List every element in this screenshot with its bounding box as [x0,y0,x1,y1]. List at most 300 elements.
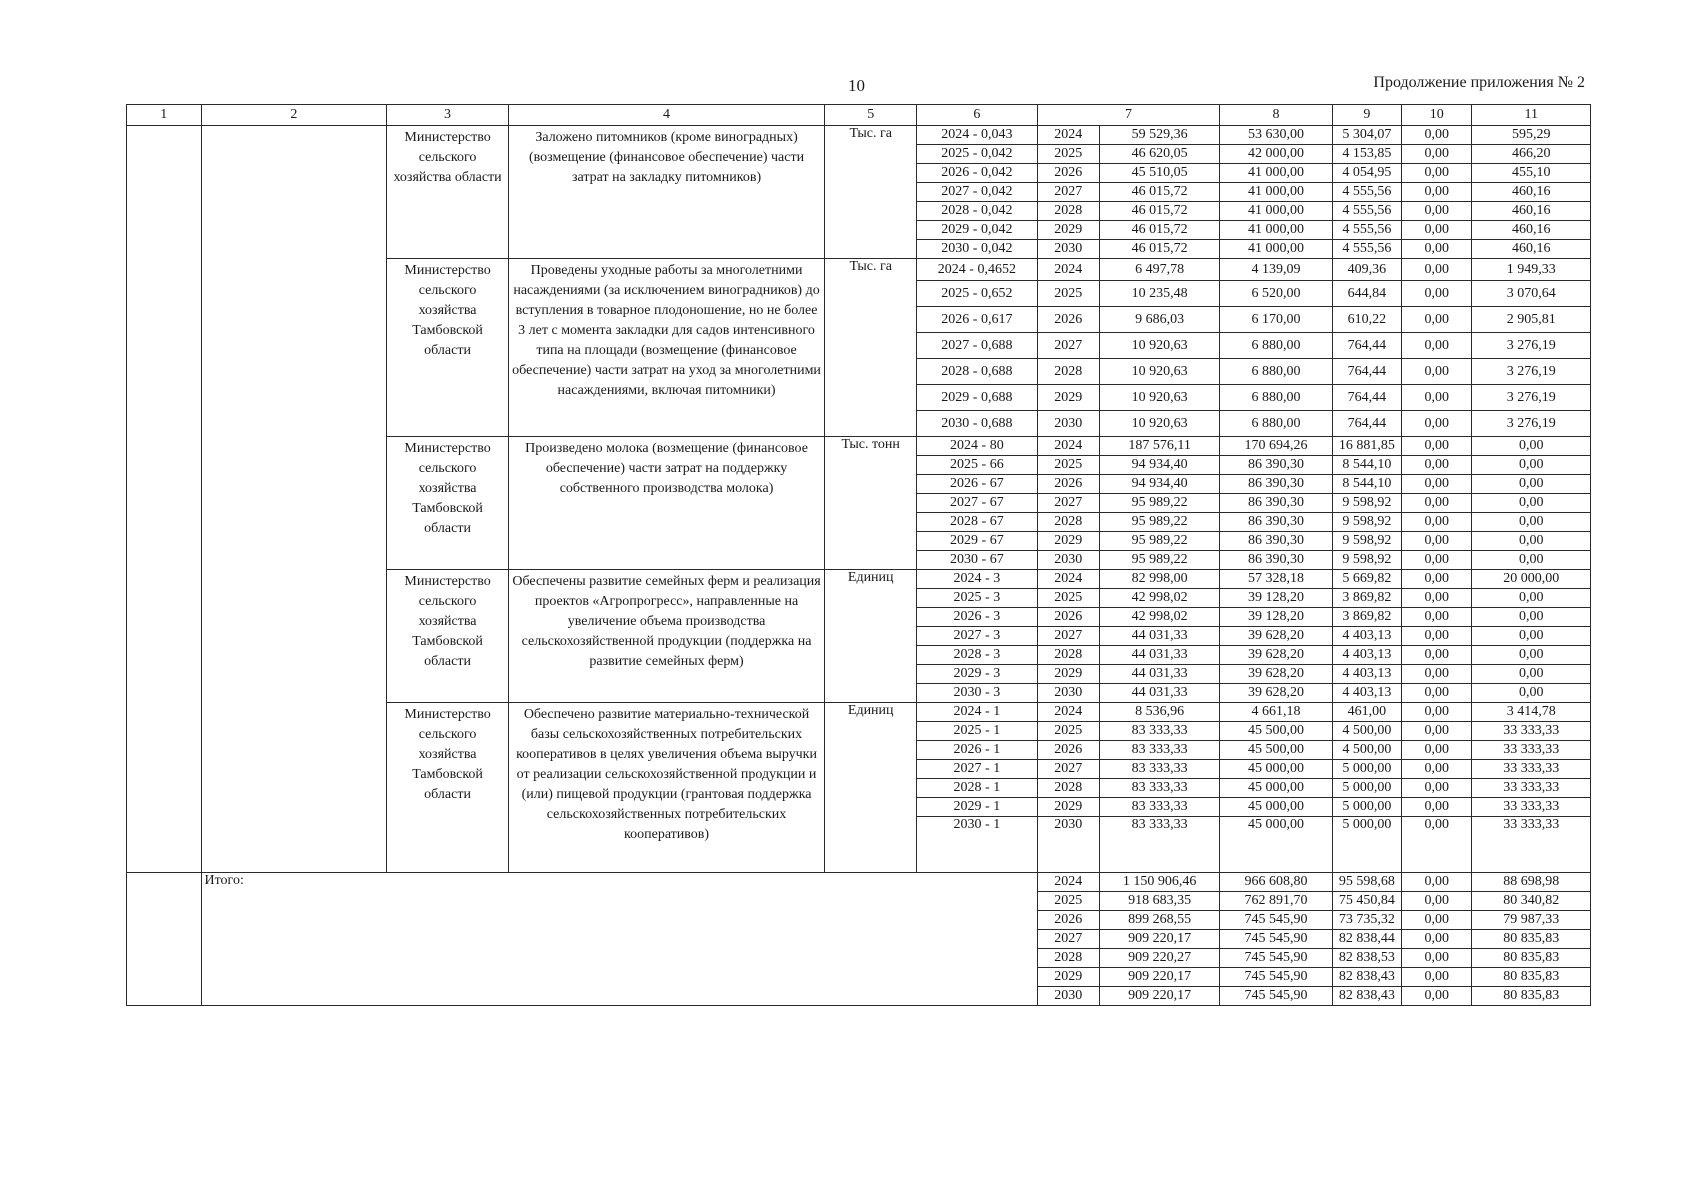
total-amount: 45 510,05 [1099,164,1219,183]
other-amount: 3 414,78 [1472,703,1591,722]
federal-amount: 39 628,20 [1220,684,1332,703]
local-amount: 0,00 [1402,411,1472,437]
regional-amount: 82 838,44 [1332,930,1401,949]
local-amount: 0,00 [1402,126,1472,145]
other-amount: 79 987,33 [1472,911,1591,930]
other-amount: 0,00 [1472,665,1591,684]
other-amount: 33 333,33 [1472,817,1591,873]
col-num-6: 6 [917,105,1037,126]
col-num-1: 1 [127,105,202,126]
local-amount: 0,00 [1402,494,1472,513]
year-cell: 2030 [1037,551,1099,570]
regional-amount: 764,44 [1332,359,1401,385]
federal-amount: 86 390,30 [1220,513,1332,532]
target-value: 2027 - 1 [917,760,1037,779]
other-amount: 80 835,83 [1472,987,1591,1006]
year-cell: 2027 [1037,627,1099,646]
year-cell: 2028 [1037,513,1099,532]
other-amount: 0,00 [1472,589,1591,608]
regional-amount: 4 500,00 [1332,741,1401,760]
regional-amount: 5 669,82 [1332,570,1401,589]
other-amount: 0,00 [1472,608,1591,627]
federal-amount: 41 000,00 [1220,240,1332,259]
target-value: 2026 - 0,617 [917,307,1037,333]
year-cell: 2026 [1037,475,1099,494]
local-amount: 0,00 [1402,798,1472,817]
regional-amount: 409,36 [1332,259,1401,281]
year-cell: 2024 [1037,259,1099,281]
col-num-8: 8 [1220,105,1332,126]
regional-amount: 644,84 [1332,281,1401,307]
target-value: 2029 - 0,042 [917,221,1037,240]
target-value: 2027 - 67 [917,494,1037,513]
target-value: 2026 - 3 [917,608,1037,627]
other-amount: 460,16 [1472,202,1591,221]
total-amount: 10 920,63 [1099,411,1219,437]
local-amount: 0,00 [1402,202,1472,221]
federal-amount: 6 880,00 [1220,359,1332,385]
other-amount: 0,00 [1472,437,1591,456]
target-value: 2027 - 3 [917,627,1037,646]
federal-amount: 4 139,09 [1220,259,1332,281]
local-amount: 0,00 [1402,741,1472,760]
local-amount: 0,00 [1402,333,1472,359]
total-amount: 83 333,33 [1099,760,1219,779]
total-amount: 1 150 906,46 [1099,873,1219,892]
year-cell: 2029 [1037,968,1099,987]
regional-amount: 8 544,10 [1332,456,1401,475]
regional-amount: 4 403,13 [1332,646,1401,665]
total-amount: 44 031,33 [1099,646,1219,665]
year-cell: 2030 [1037,240,1099,259]
target-value: 2026 - 1 [917,741,1037,760]
local-amount: 0,00 [1402,760,1472,779]
target-value: 2025 - 0,652 [917,281,1037,307]
other-amount: 595,29 [1472,126,1591,145]
unit-of-measure: Единиц [825,570,917,703]
federal-amount: 57 328,18 [1220,570,1332,589]
total-amount: 909 220,17 [1099,930,1219,949]
other-amount: 2 905,81 [1472,307,1591,333]
total-amount: 44 031,33 [1099,684,1219,703]
col2-cell [201,126,387,873]
local-amount: 0,00 [1402,259,1472,281]
target-value: 2028 - 0,042 [917,202,1037,221]
year-cell: 2029 [1037,385,1099,411]
local-amount: 0,00 [1402,475,1472,494]
target-value: 2025 - 1 [917,722,1037,741]
other-amount: 1 949,33 [1472,259,1591,281]
federal-amount: 41 000,00 [1220,164,1332,183]
local-amount: 0,00 [1402,164,1472,183]
regional-amount: 9 598,92 [1332,513,1401,532]
local-amount: 0,00 [1402,892,1472,911]
col-num-2: 2 [201,105,387,126]
year-cell: 2024 [1037,703,1099,722]
federal-amount: 45 500,00 [1220,722,1332,741]
federal-amount: 41 000,00 [1220,202,1332,221]
total-amount: 59 529,36 [1099,126,1219,145]
regional-amount: 9 598,92 [1332,494,1401,513]
result-description: Обеспечены развитие семейных ферм и реализация проектов «Агропрогресс», направленные на увеличение объема производства сельскохозяйственной продукции (поддержка на развитие семейных ферм) [508,570,824,703]
target-value: 2027 - 0,042 [917,183,1037,202]
responsible-ministry: Министерство сельского хозяйства области [387,126,508,259]
local-amount: 0,00 [1402,930,1472,949]
other-amount: 80 835,83 [1472,930,1591,949]
other-amount: 33 333,33 [1472,779,1591,798]
local-amount: 0,00 [1402,722,1472,741]
local-amount: 0,00 [1402,987,1472,1006]
other-amount: 80 835,83 [1472,968,1591,987]
target-value: 2030 - 0,042 [917,240,1037,259]
target-value: 2025 - 0,042 [917,145,1037,164]
local-amount: 0,00 [1402,589,1472,608]
year-cell: 2030 [1037,411,1099,437]
regional-amount: 4 555,56 [1332,183,1401,202]
local-amount: 0,00 [1402,145,1472,164]
total-amount: 909 220,27 [1099,949,1219,968]
total-amount: 95 989,22 [1099,551,1219,570]
responsible-ministry: Министерство сельского хозяйства Тамбовской области [387,259,508,437]
year-cell: 2026 [1037,307,1099,333]
total-amount: 42 998,02 [1099,589,1219,608]
federal-amount: 966 608,80 [1220,873,1332,892]
year-cell: 2025 [1037,281,1099,307]
other-amount: 466,20 [1472,145,1591,164]
local-amount: 0,00 [1402,873,1472,892]
result-description: Проведены уходные работы за многолетними насаждениями (за исключением виноградников) до вступления в товарное плодоношение, но не более 3 лет с момента закладки для садов интенсивного типа на площади (возмещение (финансовое обеспечение) части затрат на уход за многолетними насаждениями, включая питомники) [508,259,824,437]
local-amount: 0,00 [1402,570,1472,589]
target-value: 2029 - 3 [917,665,1037,684]
year-cell: 2026 [1037,911,1099,930]
regional-amount: 764,44 [1332,385,1401,411]
federal-amount: 745 545,90 [1220,911,1332,930]
other-amount: 0,00 [1472,456,1591,475]
federal-amount: 42 000,00 [1220,145,1332,164]
regional-amount: 9 598,92 [1332,532,1401,551]
regional-amount: 8 544,10 [1332,475,1401,494]
federal-amount: 39 628,20 [1220,665,1332,684]
local-amount: 0,00 [1402,221,1472,240]
year-cell: 2028 [1037,646,1099,665]
federal-amount: 4 661,18 [1220,703,1332,722]
local-amount: 0,00 [1402,183,1472,202]
federal-amount: 39 128,20 [1220,589,1332,608]
local-amount: 0,00 [1402,513,1472,532]
result-description: Произведено молока (возмещение (финансовое обеспечение) части затрат на поддержку собственного производства молока) [508,437,824,570]
local-amount: 0,00 [1402,281,1472,307]
regional-amount: 82 838,43 [1332,968,1401,987]
regional-amount: 764,44 [1332,411,1401,437]
other-amount: 0,00 [1472,494,1591,513]
year-cell: 2029 [1037,665,1099,684]
other-amount: 460,16 [1472,183,1591,202]
total-amount: 95 989,22 [1099,532,1219,551]
total-amount: 46 620,05 [1099,145,1219,164]
year-cell: 2025 [1037,892,1099,911]
federal-amount: 745 545,90 [1220,930,1332,949]
federal-amount: 6 520,00 [1220,281,1332,307]
col-num-9: 9 [1332,105,1401,126]
unit-of-measure: Единиц [825,703,917,873]
unit-of-measure: Тыс. га [825,126,917,259]
target-value: 2024 - 3 [917,570,1037,589]
col-num-7: 7 [1037,105,1220,126]
result-description: Заложено питомников (кроме виноградных) (возмещение (финансовое обеспечение) части затрат на закладку питомников) [508,126,824,259]
year-cell: 2030 [1037,987,1099,1006]
regional-amount: 5 304,07 [1332,126,1401,145]
target-value: 2030 - 3 [917,684,1037,703]
other-amount: 88 698,98 [1472,873,1591,892]
local-amount: 0,00 [1402,779,1472,798]
local-amount: 0,00 [1402,532,1472,551]
regional-amount: 4 054,95 [1332,164,1401,183]
federal-amount: 41 000,00 [1220,221,1332,240]
year-cell: 2024 [1037,873,1099,892]
local-amount: 0,00 [1402,665,1472,684]
col-num-3: 3 [387,105,508,126]
regional-amount: 4 500,00 [1332,722,1401,741]
year-cell: 2030 [1037,684,1099,703]
other-amount: 0,00 [1472,646,1591,665]
total-amount: 6 497,78 [1099,259,1219,281]
regional-amount: 82 838,43 [1332,987,1401,1006]
other-amount: 0,00 [1472,513,1591,532]
unit-of-measure: Тыс. га [825,259,917,437]
regional-amount: 5 000,00 [1332,817,1401,873]
target-value: 2028 - 3 [917,646,1037,665]
year-cell: 2024 [1037,570,1099,589]
other-amount: 20 000,00 [1472,570,1591,589]
federal-amount: 6 170,00 [1220,307,1332,333]
target-value: 2025 - 66 [917,456,1037,475]
federal-amount: 86 390,30 [1220,475,1332,494]
other-amount: 80 835,83 [1472,949,1591,968]
target-value: 2030 - 0,688 [917,411,1037,437]
target-value: 2028 - 0,688 [917,359,1037,385]
federal-amount: 45 500,00 [1220,741,1332,760]
regional-amount: 610,22 [1332,307,1401,333]
total-amount: 10 920,63 [1099,359,1219,385]
target-value: 2029 - 0,688 [917,385,1037,411]
federal-amount: 6 880,00 [1220,385,1332,411]
target-value: 2030 - 1 [917,817,1037,873]
federal-amount: 45 000,00 [1220,798,1332,817]
total-amount: 10 920,63 [1099,385,1219,411]
local-amount: 0,00 [1402,911,1472,930]
regional-amount: 5 000,00 [1332,760,1401,779]
total-amount: 95 989,22 [1099,513,1219,532]
federal-amount: 762 891,70 [1220,892,1332,911]
total-amount: 187 576,11 [1099,437,1219,456]
local-amount: 0,00 [1402,608,1472,627]
column-number-row [127,105,1591,126]
federal-amount: 39 128,20 [1220,608,1332,627]
year-cell: 2026 [1037,608,1099,627]
other-amount: 0,00 [1472,475,1591,494]
col-num-5: 5 [825,105,917,126]
regional-amount: 4 403,13 [1332,665,1401,684]
federal-amount: 745 545,90 [1220,968,1332,987]
local-amount: 0,00 [1402,551,1472,570]
totals-row [127,873,1591,892]
regional-amount: 82 838,53 [1332,949,1401,968]
other-amount: 33 333,33 [1472,798,1591,817]
target-value: 2024 - 1 [917,703,1037,722]
appendix-continuation-title: Продолжение приложения № 2 [1373,74,1585,91]
regional-amount: 4 403,13 [1332,627,1401,646]
col1-cell [127,126,202,873]
regional-amount: 16 881,85 [1332,437,1401,456]
other-amount: 3 276,19 [1472,333,1591,359]
other-amount: 0,00 [1472,532,1591,551]
total-amount: 46 015,72 [1099,240,1219,259]
other-amount: 33 333,33 [1472,741,1591,760]
local-amount: 0,00 [1402,456,1472,475]
table-row [127,126,1591,145]
local-amount: 0,00 [1402,684,1472,703]
federal-amount: 6 880,00 [1220,333,1332,359]
federal-amount: 86 390,30 [1220,494,1332,513]
year-cell: 2024 [1037,437,1099,456]
total-amount: 46 015,72 [1099,183,1219,202]
regional-amount: 5 000,00 [1332,779,1401,798]
total-amount: 10 920,63 [1099,333,1219,359]
federal-amount: 170 694,26 [1220,437,1332,456]
total-amount: 82 998,00 [1099,570,1219,589]
federal-amount: 45 000,00 [1220,760,1332,779]
federal-amount: 45 000,00 [1220,779,1332,798]
col-num-11: 11 [1472,105,1591,126]
federal-amount: 86 390,30 [1220,532,1332,551]
total-amount: 83 333,33 [1099,741,1219,760]
total-amount: 44 031,33 [1099,665,1219,684]
total-amount: 44 031,33 [1099,627,1219,646]
local-amount: 0,00 [1402,240,1472,259]
total-amount: 46 015,72 [1099,202,1219,221]
year-cell: 2026 [1037,741,1099,760]
total-amount: 83 333,33 [1099,722,1219,741]
other-amount: 33 333,33 [1472,722,1591,741]
col-num-10: 10 [1402,105,1472,126]
other-amount: 3 276,19 [1472,385,1591,411]
responsible-ministry: Министерство сельского хозяйства Тамбовской области [387,570,508,703]
local-amount: 0,00 [1402,385,1472,411]
year-cell: 2028 [1037,949,1099,968]
target-value: 2026 - 0,042 [917,164,1037,183]
regional-amount: 4 555,56 [1332,240,1401,259]
year-cell: 2028 [1037,779,1099,798]
regional-amount: 5 000,00 [1332,798,1401,817]
local-amount: 0,00 [1402,359,1472,385]
federal-amount: 39 628,20 [1220,627,1332,646]
other-amount: 0,00 [1472,551,1591,570]
regional-amount: 461,00 [1332,703,1401,722]
year-cell: 2027 [1037,930,1099,949]
other-amount: 460,16 [1472,221,1591,240]
page-number: 10 [848,76,865,95]
unit-of-measure: Тыс. тонн [825,437,917,570]
federal-amount: 745 545,90 [1220,949,1332,968]
regional-amount: 3 869,82 [1332,589,1401,608]
local-amount: 0,00 [1402,968,1472,987]
col-num-4: 4 [508,105,824,126]
year-cell: 2025 [1037,722,1099,741]
year-cell: 2027 [1037,494,1099,513]
total-amount: 95 989,22 [1099,494,1219,513]
regional-amount: 4 153,85 [1332,145,1401,164]
federal-amount: 39 628,20 [1220,646,1332,665]
year-cell: 2030 [1037,817,1099,873]
local-amount: 0,00 [1402,703,1472,722]
regional-amount: 4 555,56 [1332,202,1401,221]
target-value: 2029 - 1 [917,798,1037,817]
local-amount: 0,00 [1402,437,1472,456]
target-value: 2024 - 0,043 [917,126,1037,145]
budget-table [126,104,1591,1006]
total-amount: 83 333,33 [1099,779,1219,798]
total-amount: 8 536,96 [1099,703,1219,722]
year-cell: 2027 [1037,333,1099,359]
other-amount: 33 333,33 [1472,760,1591,779]
year-cell: 2025 [1037,589,1099,608]
total-amount: 918 683,35 [1099,892,1219,911]
total-amount: 46 015,72 [1099,221,1219,240]
federal-amount: 745 545,90 [1220,987,1332,1006]
year-cell: 2027 [1037,183,1099,202]
year-cell: 2027 [1037,760,1099,779]
responsible-ministry: Министерство сельского хозяйства Тамбовской области [387,437,508,570]
total-amount: 9 686,03 [1099,307,1219,333]
target-value: 2024 - 80 [917,437,1037,456]
year-cell: 2029 [1037,221,1099,240]
total-amount: 10 235,48 [1099,281,1219,307]
other-amount: 80 340,82 [1472,892,1591,911]
responsible-ministry: Министерство сельского хозяйства Тамбовской области [387,703,508,873]
target-value: 2030 - 67 [917,551,1037,570]
total-amount: 94 934,40 [1099,456,1219,475]
totals-col1 [127,873,202,1006]
total-amount: 899 268,55 [1099,911,1219,930]
other-amount: 3 276,19 [1472,411,1591,437]
federal-amount: 6 880,00 [1220,411,1332,437]
year-cell: 2024 [1037,126,1099,145]
other-amount: 455,10 [1472,164,1591,183]
target-value: 2025 - 3 [917,589,1037,608]
federal-amount: 45 000,00 [1220,817,1332,873]
federal-amount: 53 630,00 [1220,126,1332,145]
result-description: Обеспечено развитие материально-технической базы сельскохозяйственных потребительских кооперативов в целях увеличения объема выручки от реализации сельскохозяйственной продукции и (или) пищевой продукции (грантовая поддержка сельскохозяйственных потребительских кооперативов) [508,703,824,873]
regional-amount: 4 555,56 [1332,221,1401,240]
other-amount: 3 070,64 [1472,281,1591,307]
regional-amount: 9 598,92 [1332,551,1401,570]
total-amount: 83 333,33 [1099,798,1219,817]
regional-amount: 4 403,13 [1332,684,1401,703]
target-value: 2028 - 1 [917,779,1037,798]
regional-amount: 73 735,32 [1332,911,1401,930]
local-amount: 0,00 [1402,307,1472,333]
target-value: 2029 - 67 [917,532,1037,551]
local-amount: 0,00 [1402,949,1472,968]
totals-label: Итого: [201,873,1037,1006]
other-amount: 0,00 [1472,627,1591,646]
year-cell: 2025 [1037,145,1099,164]
total-amount: 42 998,02 [1099,608,1219,627]
regional-amount: 764,44 [1332,333,1401,359]
year-cell: 2029 [1037,532,1099,551]
year-cell: 2028 [1037,359,1099,385]
local-amount: 0,00 [1402,646,1472,665]
